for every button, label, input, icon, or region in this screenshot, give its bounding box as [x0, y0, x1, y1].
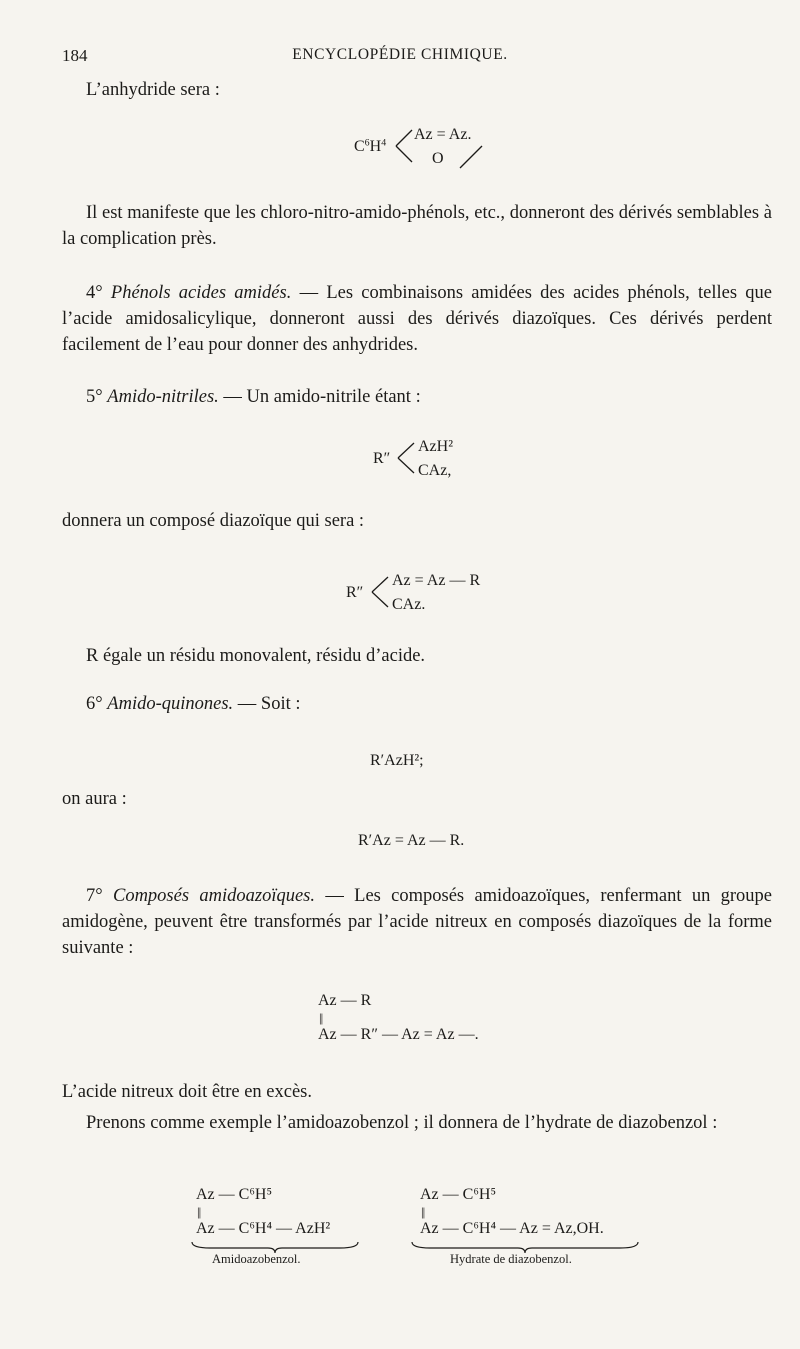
- anhydride-formula-lower: O: [432, 150, 444, 167]
- section-4-paragraph: 4° Phénols acides amidés. — Les combinaisons amidées des acides phénols, telles que l’acide amidosalicylique, donneront aussi des dérivés diazoïques. Ces dérivés perdent facilement de l’eau pour donner des anhydrides.: [62, 283, 772, 355]
- section-4-number: 4°: [86, 283, 103, 303]
- hydrate-formula-top: Az — C⁶H⁵: [420, 1186, 497, 1203]
- diazo-nitrile-bond-lines: [370, 574, 390, 610]
- section-4-title: Phénols acides amidés.: [110, 283, 292, 303]
- section-5-number: 5°: [86, 387, 103, 407]
- section-7-number: 7°: [86, 886, 103, 906]
- section-6-number: 6°: [86, 694, 103, 714]
- on-aura-line: on aura :: [62, 789, 127, 809]
- amidoazo-double-bond: ||: [319, 1010, 323, 1025]
- hydrate-formula-bottom: Az — C⁶H⁴ — Az = Az,OH.: [420, 1220, 604, 1237]
- amido-quinone-formula: R′AzH²;: [370, 752, 424, 769]
- amido-nitrile-formula-upper: AzH²: [418, 438, 454, 455]
- page-number: 184: [62, 46, 88, 65]
- amidoazobenzol-formula-bottom: Az — C⁶H⁴ — AzH²: [196, 1220, 331, 1237]
- diazo-nitrile-formula-lower: CAz.: [392, 596, 426, 613]
- diazo-nitrile-formula-upper: Az = Az — R: [392, 572, 481, 589]
- hydrate-caption: Hydrate de diazobenzol.: [450, 1252, 572, 1266]
- amidoazobenzol-caption: Amidoazobenzol.: [212, 1252, 301, 1266]
- amidoazobenzol-formula-top: Az — C⁶H⁵: [196, 1186, 273, 1203]
- anhydride-bond-lines: [394, 126, 414, 166]
- amidoazo-formula-bottom: Az — R″ — Az = Az —.: [318, 1026, 479, 1043]
- paragraph-chloro-nitro: Il est manifeste que les chloro-nitro-amido-phénols, etc., donneront des dérivés semblables à la complication près.: [62, 203, 772, 249]
- amidoazo-formula-top: Az — R: [318, 992, 372, 1009]
- r-egale-line: R égale un résidu monovalent, résidu d’acide.: [86, 646, 426, 666]
- section-7-paragraph: 7° Composés amidoazoïques. — Les composés amidoazoïques, renfermant un groupe amidogène, peuvent être transformés par l’acide nitreux en composés diazoïques de la forme suivante :: [62, 886, 773, 958]
- anhydride-intro: L’anhydride sera :: [86, 80, 220, 100]
- amido-nitrile-bond-lines: [396, 440, 416, 476]
- section-6-heading: 6° Amido-quinones. — Soit :: [86, 694, 301, 714]
- amido-nitrile-formula-prefix: R″: [373, 450, 391, 467]
- running-title: ENCYCLOPÉDIE CHIMIQUE.: [292, 46, 508, 63]
- amidoazobenzol-double-bond: ||: [197, 1204, 201, 1219]
- section-6-title: Amido-quinones.: [107, 694, 234, 714]
- section-5-title: Amido-nitriles.: [107, 387, 219, 407]
- hydrate-double-bond: ||: [421, 1204, 425, 1219]
- exces-line: L’acide nitreux doit être en excès.: [62, 1082, 312, 1102]
- quinone-diazo-formula: R′Az = Az — R.: [358, 832, 465, 849]
- prenons-paragraph: Prenons comme exemple l’amidoazobenzol ; il donnera de l’hydrate de diazobenzol :: [86, 1113, 718, 1133]
- section-5-paragraph: 5° Amido-nitriles. — Un amido-nitrile étant :: [86, 387, 421, 407]
- amido-nitrile-formula-lower: CAz,: [418, 462, 452, 479]
- anhydride-closing-bond: [458, 144, 486, 172]
- anhydride-formula-prefix: $C^6H^4$: [354, 137, 387, 155]
- donnera-line: donnera un composé diazoïque qui sera :: [62, 511, 365, 531]
- anhydride-formula-upper: Az = Az.: [414, 126, 472, 143]
- diazo-nitrile-formula-prefix: R″: [346, 584, 364, 601]
- section-7-title: Composés amidoazoïques.: [112, 886, 315, 906]
